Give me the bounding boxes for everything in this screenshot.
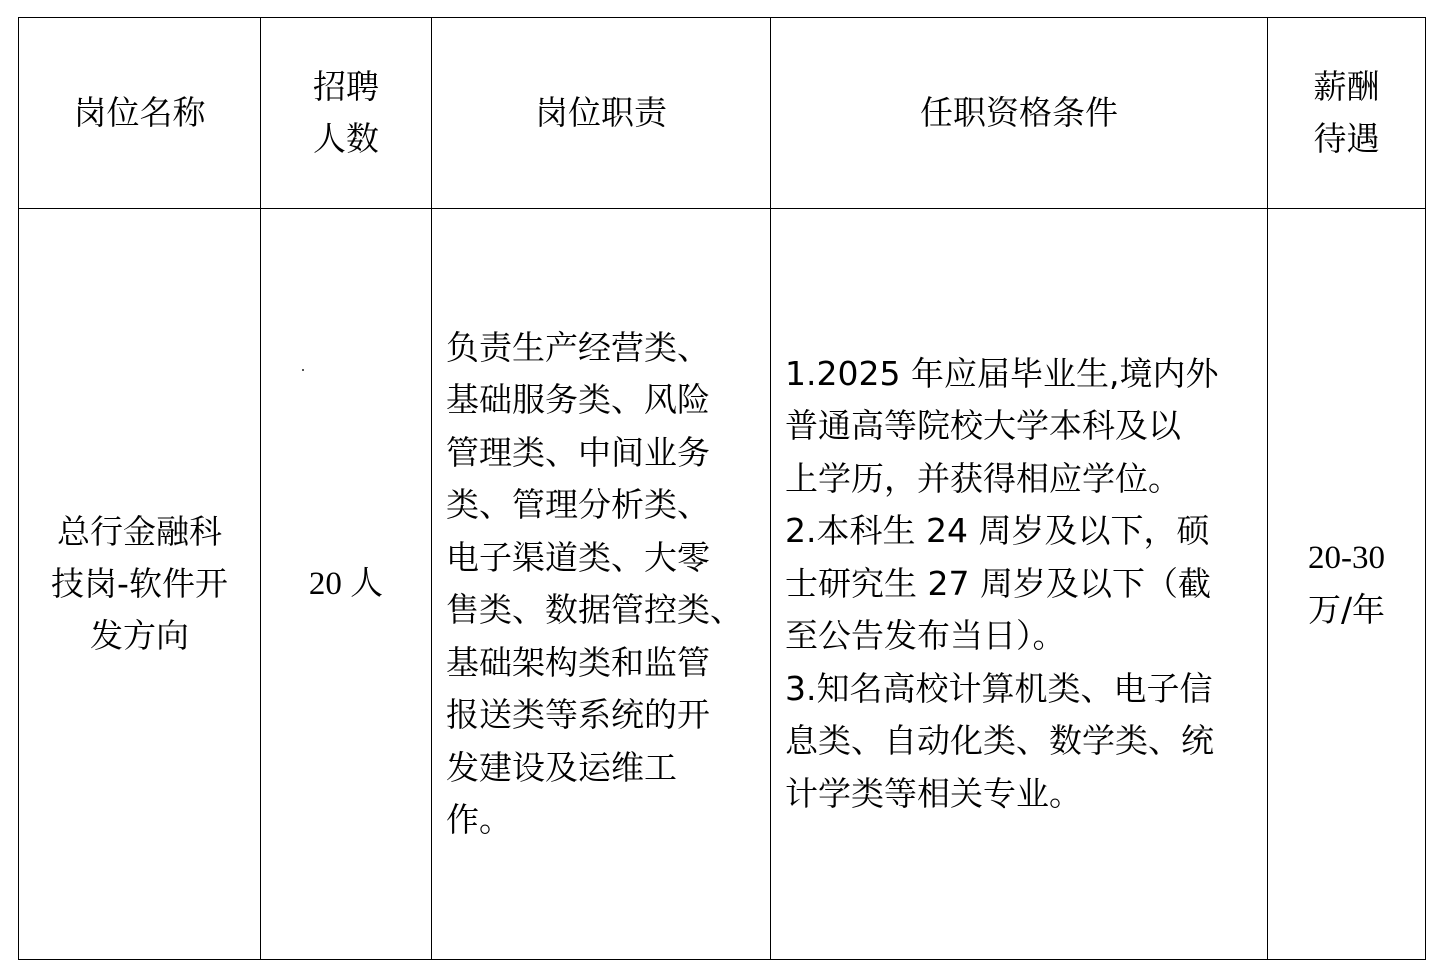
position-name-cell: 总行金融科 技岗-软件开 发方向 bbox=[19, 209, 261, 960]
qualifications-cell: 1.2025 年应届毕业生,境内外 普通高等院校大学本科及以 上学历，并获得相应学位。 2.本科生 24 周岁及以下，硕 士研究生 27 周岁及以下（截 至公告发布当日）。 3.知名高校计算机类、电子信 息类、自动化类、数学类、统 计学类等相关专业。 bbox=[771, 209, 1268, 960]
header-headcount: 招聘 人数 bbox=[261, 18, 432, 209]
header-salary: 薪酬 待遇 bbox=[1268, 18, 1426, 209]
header-qualifications: 任职资格条件 bbox=[771, 18, 1268, 209]
recruitment-table bbox=[18, 17, 1426, 960]
header-duties: 岗位职责 bbox=[432, 18, 771, 209]
header-position-name: 岗位名称 bbox=[19, 18, 261, 209]
header-row bbox=[19, 18, 1426, 209]
salary-cell: 20-30 万/年 bbox=[1268, 209, 1426, 960]
stray-mark bbox=[302, 369, 304, 371]
table-row bbox=[19, 209, 1426, 960]
headcount-cell: 20 人 bbox=[261, 209, 432, 960]
duties-cell: 负责生产经营类、 基础服务类、风险 管理类、中间业务 类、管理分析类、 电子渠道类、大零 售类、数据管控类、 基础架构类和监管 报送类等系统的开 发建设及运维工 作。 bbox=[432, 209, 771, 960]
